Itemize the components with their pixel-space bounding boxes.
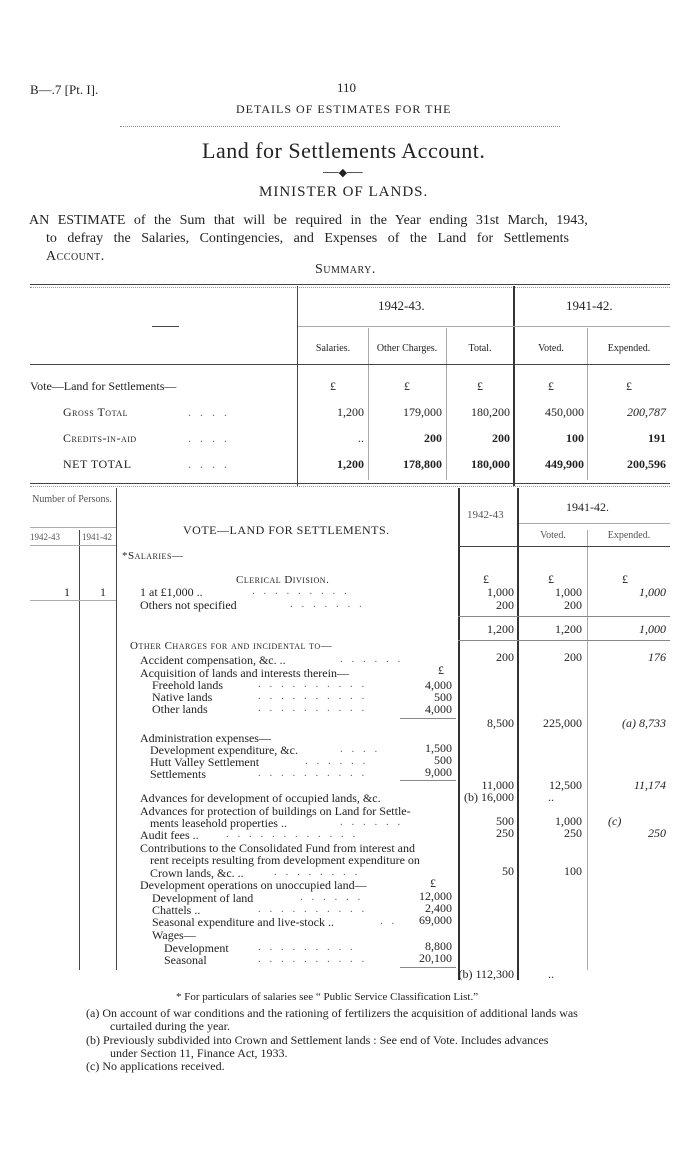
- devops-item-label: Development of land: [152, 891, 254, 905]
- acq-total-expended: (a) 8,733: [622, 716, 666, 730]
- currency-symbol: £: [438, 663, 444, 677]
- summary-col-other-charges: Other Charges.: [376, 343, 438, 354]
- contributions-label-3: Crown lands, &c. ..: [150, 866, 244, 880]
- acq-item-value: 4,000: [425, 678, 452, 692]
- summary-cell: 200,596: [627, 457, 666, 471]
- summary-currency: £: [330, 379, 336, 393]
- leader-dots: . . . .: [188, 431, 230, 445]
- summary-cell: 450,000: [545, 405, 584, 419]
- leader-dots: . . . . . . . . . .: [258, 953, 368, 965]
- salary-total-voted: 1,200: [555, 622, 582, 636]
- summary-cell: 449,900: [545, 457, 584, 471]
- summary-cell: 1,200: [337, 405, 364, 419]
- col-1941-rule: [519, 523, 670, 524]
- footnote-c: (c) No applications received.: [86, 1059, 225, 1073]
- accident-expended: 176: [648, 650, 666, 664]
- currency-symbol: £: [622, 572, 628, 586]
- advances-protection-label-2: ments leasehold properties ..: [150, 816, 287, 830]
- summary-cell: 180,200: [471, 405, 510, 419]
- acq-item-label: Native lands: [152, 690, 213, 704]
- wages-item-label: Development: [164, 941, 229, 955]
- audit-label: Audit fees ..: [140, 828, 199, 842]
- devops-item-value: 12,000: [419, 889, 452, 903]
- contributions-1942: 50: [502, 864, 514, 878]
- persons-row-rule: [30, 600, 116, 601]
- footnote-b: (b) Previously subdivided into Crown and Settlement lands : See end of Vote. Includes advances: [86, 1033, 549, 1047]
- persons-header: Number of Persons.: [32, 494, 112, 505]
- ornament-rule: ──◆──: [323, 167, 363, 179]
- details-subtitle: DETAILS OF ESTIMATES FOR THE: [236, 102, 452, 116]
- admin-total-1942: 11,000: [481, 778, 514, 792]
- persons-right-rule: [116, 488, 117, 970]
- summary-bottom-rule-2: [30, 486, 670, 487]
- advances-protection-expended: (c): [608, 814, 622, 828]
- summary-col-voted: Voted.: [538, 343, 564, 354]
- minister-heading: MINISTER OF LANDS.: [259, 184, 429, 200]
- summary-currency: £: [626, 379, 632, 393]
- summary-row-label: NET TOTAL: [63, 457, 132, 471]
- audit-voted: 250: [564, 826, 582, 840]
- acq-total-1942: 8,500: [487, 716, 514, 730]
- amounts-header-rule: [458, 546, 670, 547]
- wages-label: Wages—: [152, 928, 196, 942]
- salary-1942: 1,000: [487, 585, 514, 599]
- summary-currency: £: [404, 379, 410, 393]
- summary-currency: £: [477, 379, 483, 393]
- wages-item-label: Seasonal: [164, 953, 207, 967]
- devops-total-voted: ..: [548, 967, 554, 981]
- advances-occupied-voted: ..: [548, 790, 554, 804]
- advances-protection-voted: 1,000: [555, 814, 582, 828]
- summary-vote-label: Vote—Land for Settlements—: [30, 379, 177, 393]
- leader-dots: . . . . . . . .: [274, 866, 361, 878]
- footnote-a-cont: curtailed during the year.: [110, 1019, 230, 1033]
- col-1942: 1942-43: [467, 509, 504, 521]
- summary-top-rule-2: [30, 287, 670, 288]
- contributions-label-2: rent receipts resulting from development expenditure on: [150, 853, 420, 867]
- amounts-left-rule: [458, 488, 460, 980]
- page-title: Land for Settlements Account.: [202, 138, 486, 163]
- currency-symbol: £: [430, 876, 436, 890]
- devops-item-label: Chattels ..: [152, 903, 201, 917]
- summary-top-rule: [30, 284, 670, 285]
- wages-item-value: 20,100: [419, 951, 452, 965]
- summary-year-1941: 1941-42.: [566, 298, 613, 313]
- devops-item-label: Seasonal expenditure and live-stock ..: [152, 915, 334, 929]
- leader-dots: . . . . . . . . .: [258, 941, 356, 953]
- persons-year-1941: 1941-42: [82, 532, 112, 542]
- salary-label: 1 at £1,000 ..: [140, 585, 203, 599]
- vote-title: VOTE—LAND FOR SETTLEMENTS.: [183, 523, 390, 537]
- footnote-star: * For particulars of salaries see “ Public Service Classification List.”: [176, 991, 479, 1003]
- summary-col-expended: Expended.: [607, 343, 651, 354]
- summary-stub-dash: [152, 326, 179, 327]
- acq-item-label: Freehold lands: [152, 678, 223, 692]
- acq-item-label: Other lands: [152, 702, 208, 716]
- summary-cell: 179,000: [403, 405, 442, 419]
- leader-dots: . . . . . .: [340, 653, 404, 665]
- contributions-voted: 100: [564, 864, 582, 878]
- leader-dots: . . . . . .: [300, 891, 364, 903]
- leader-dots: . . . . . . . . . .: [258, 690, 368, 702]
- accident-voted: 200: [564, 650, 582, 664]
- col-expended: Expended.: [607, 530, 651, 541]
- acq-total-voted: 225,000: [543, 716, 582, 730]
- summary-header-rule: [30, 364, 670, 365]
- summary-cell: 200: [492, 431, 510, 445]
- summary-currency: £: [548, 379, 554, 393]
- contributions-label: Contributions to the Consolidated Fund from interest and: [140, 841, 415, 855]
- leader-dots: . .: [380, 915, 398, 927]
- admin-item-label: Hutt Valley Settlement: [150, 755, 260, 769]
- accident-1942: 200: [496, 650, 514, 664]
- summary-subheader-rule: [298, 326, 670, 327]
- devops-item-value: 2,400: [425, 901, 452, 915]
- page-number: 110: [337, 80, 357, 95]
- persons-divider: [79, 530, 80, 970]
- summary-cell: 200,787: [627, 405, 666, 419]
- advances-occupied-label: Advances for development of occupied lands, &c.: [140, 791, 381, 805]
- summary-year-1942: 1942-43.: [378, 298, 425, 313]
- audit-expended: 250: [648, 826, 666, 840]
- leader-dots: . . . . . . . . . .: [258, 702, 368, 714]
- leader-dots: . . . .: [340, 743, 381, 755]
- summary-year-divider: [513, 286, 515, 486]
- admin-item-label: Settlements: [150, 767, 206, 781]
- summary-row-label: Gross Total: [63, 405, 128, 419]
- year-divider-rule: [517, 488, 519, 980]
- summary-cell: 100: [566, 431, 584, 445]
- other-charges-label: Other Charges for and incidental to—: [130, 640, 333, 652]
- col-voted: Voted.: [540, 530, 566, 541]
- acq-item-value: 4,000: [425, 702, 452, 716]
- footnote-b-cont: under Section 11, Finance Act, 1933.: [110, 1046, 288, 1060]
- currency-symbol: £: [483, 572, 489, 586]
- leader-dots: . . . . . .: [340, 816, 404, 828]
- summary-heading: Summary.: [315, 262, 376, 277]
- devops-label: Development operations on unoccupied land—: [140, 878, 367, 892]
- leader-dots: . . . . . . . . . .: [258, 678, 368, 690]
- salary-total-expended: 1,000: [639, 622, 666, 636]
- audit-1942: 250: [496, 826, 514, 840]
- persons-rule: [30, 527, 116, 528]
- col-1941: 1941-42.: [566, 500, 609, 514]
- summary-cell: 180,000: [471, 457, 510, 471]
- admin-item-value: 9,000: [425, 765, 452, 779]
- leader-dots: . . . .: [188, 457, 230, 471]
- summary-col-divider: [297, 286, 298, 486]
- devops-total-1942: (b) 112,300: [458, 967, 514, 981]
- leader-dots: . . . . . .: [305, 755, 369, 767]
- leader-dots: . . . . . . . . . .: [258, 767, 368, 779]
- leader-dots: . . . . . . . . . .: [258, 903, 368, 915]
- clerical-division: Clerical Division.: [236, 574, 330, 586]
- salary-label: Others not specified: [140, 598, 237, 612]
- summary-cell: 1,200: [337, 457, 364, 471]
- wages-item-value: 8,800: [425, 939, 452, 953]
- acquisition-label: Acquisition of lands and interests therein—: [140, 666, 349, 680]
- estimate-line-1: AN ESTIMATE of the Sum that will be required in the Year ending 31st March, 1943,: [29, 213, 588, 228]
- admin-item-value: 500: [434, 753, 452, 767]
- summary-col-divider-4: [587, 328, 588, 480]
- admin-item-value: 1,500: [425, 741, 452, 755]
- estimate-line-3: Account.: [46, 249, 105, 264]
- summary-col-salaries: Salaries.: [315, 343, 351, 354]
- estimate-line-2: to defray the Salaries, Contingencies, and Expenses of the Land for Settlements: [46, 231, 569, 246]
- persons-year-1942: 1942-43: [30, 532, 60, 542]
- admin-sum-rule: [400, 780, 456, 781]
- devops-item-value: 69,000: [419, 913, 452, 927]
- advances-protection-label: Advances for protection of buildings on Land for Settle-: [140, 804, 411, 818]
- footnote-a: (a) On account of war conditions and the rationing of fertilizers the acquisition of additional lands was: [86, 1006, 578, 1020]
- salary-total-1942: 1,200: [487, 622, 514, 636]
- summary-cell: 200: [424, 431, 442, 445]
- persons-1942: 1: [64, 585, 70, 599]
- summary-cell: ..: [358, 431, 364, 445]
- admin-item-label: Development expenditure, &c.: [150, 743, 298, 757]
- admin-total-voted: 12,500: [549, 778, 582, 792]
- devops-sum-rule: [400, 967, 456, 968]
- currency-symbol: £: [548, 572, 554, 586]
- salary-subtotal-rule: [458, 616, 670, 617]
- leader-dots: . . . .: [188, 405, 230, 419]
- salary-voted: 200: [564, 598, 582, 612]
- advances-occupied-1942: (b) 16,000: [464, 790, 514, 804]
- persons-header-rule: [30, 545, 116, 546]
- summary-bottom-rule: [30, 483, 670, 484]
- leader-dots: . . . . . . . . .: [252, 585, 350, 597]
- salary-expended: 1,000: [639, 585, 666, 599]
- salaries-label: *Salaries—: [122, 550, 184, 562]
- voted-expended-rule: [587, 530, 588, 970]
- salary-voted: 1,000: [555, 585, 582, 599]
- summary-row-label: Credits-in-aid: [63, 431, 137, 445]
- admin-total-expended: 11,174: [633, 778, 666, 792]
- salary-1942: 200: [496, 598, 514, 612]
- summary-col-divider-2: [368, 328, 369, 480]
- summary-col-total: Total.: [468, 343, 492, 354]
- document-reference: B—.7 [Pt. I].: [30, 82, 99, 97]
- acq-sum-rule: [400, 718, 456, 719]
- header-rule: [120, 126, 560, 127]
- admin-label: Administration expenses—: [140, 731, 271, 745]
- summary-col-divider-3: [446, 328, 447, 480]
- leader-dots: . . . . . . . . . . . .: [226, 828, 359, 840]
- salary-total-rule: [458, 640, 670, 641]
- acq-item-value: 500: [434, 690, 452, 704]
- accident-label: Accident compensation, &c. ..: [140, 653, 286, 667]
- persons-1941: 1: [100, 585, 106, 599]
- summary-cell: 178,800: [403, 457, 442, 471]
- leader-dots: . . . . . . .: [290, 598, 365, 610]
- summary-cell: 191: [648, 431, 666, 445]
- advances-protection-1942: 500: [496, 814, 514, 828]
